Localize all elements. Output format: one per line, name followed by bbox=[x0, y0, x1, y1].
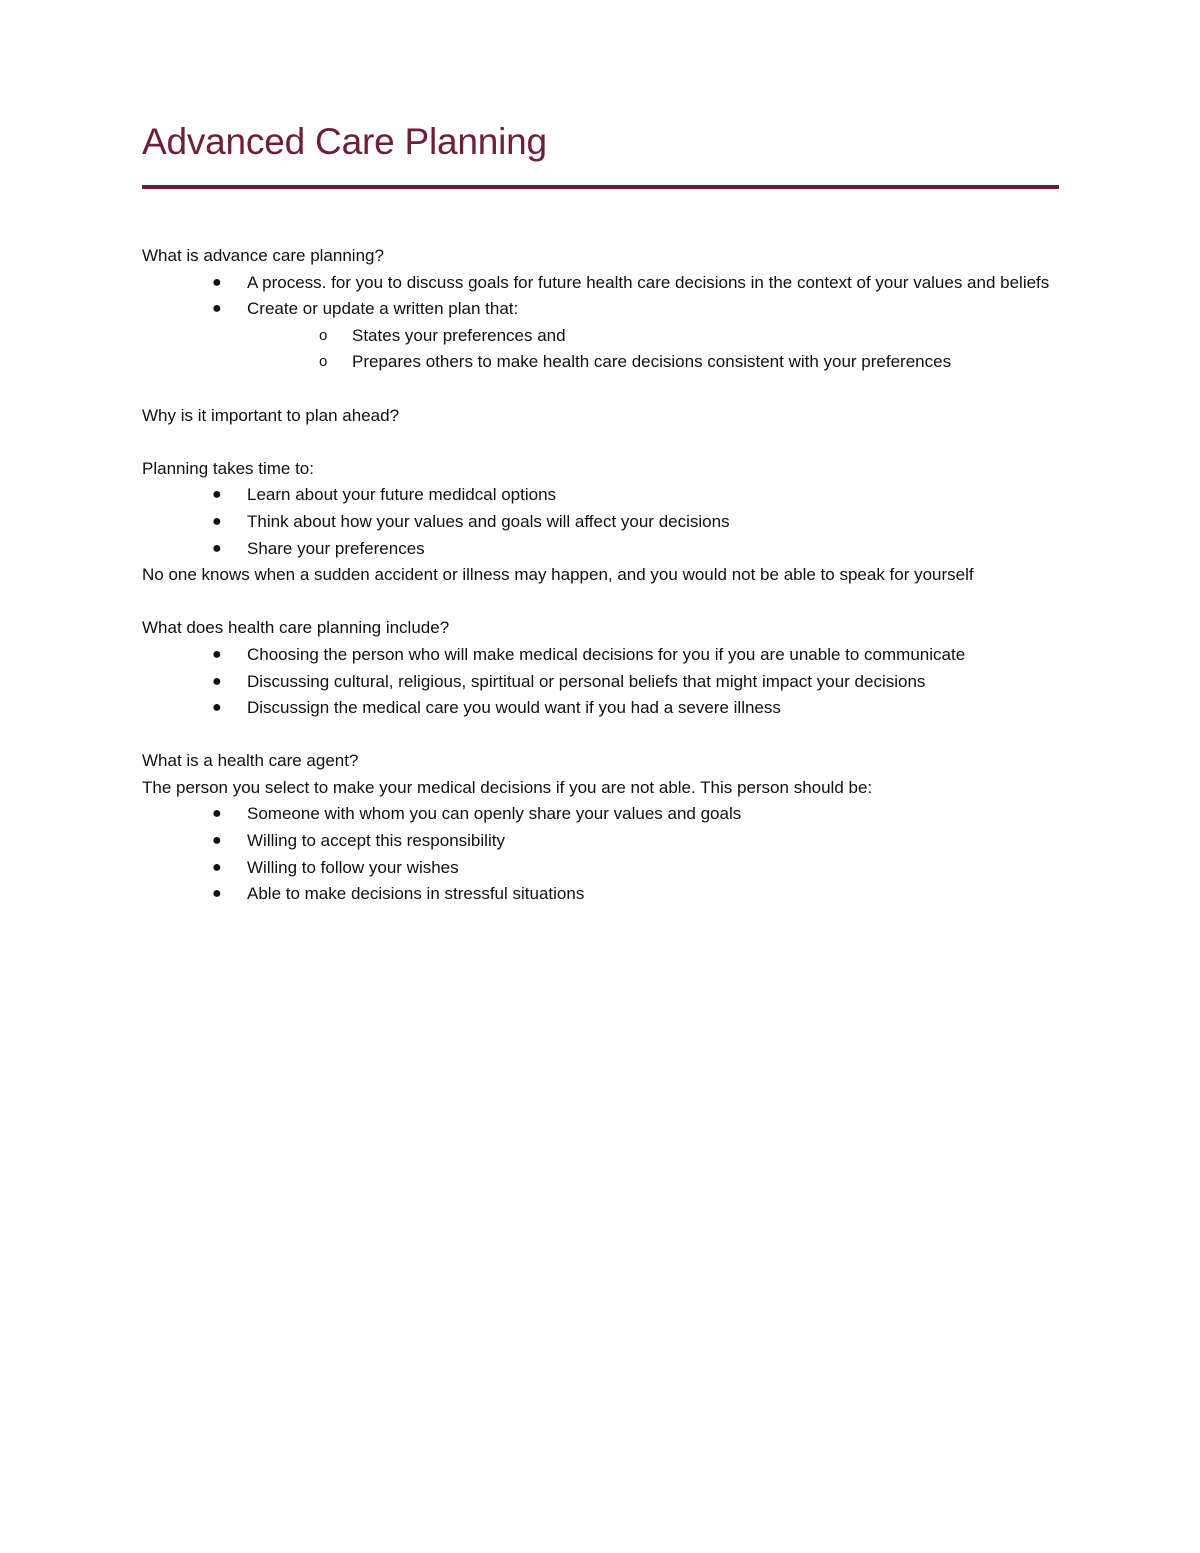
list-item: ● Think about how your values and goals will affect your decisions bbox=[247, 509, 1082, 536]
paragraph: The person you select to make your medical decisions if you are not able. This person should be: bbox=[142, 777, 873, 797]
page-title: Advanced Care Planning bbox=[142, 121, 547, 162]
list-item: ● Learn about your future medidcal options bbox=[247, 482, 1082, 509]
section-heading: What is advance care planning? bbox=[142, 246, 384, 265]
section-heading: Why is it important to plan ahead? bbox=[142, 405, 400, 425]
bullet-list bbox=[142, 482, 1082, 562]
bullet-icon: ● bbox=[212, 832, 222, 850]
bullet-list bbox=[142, 642, 1082, 722]
list-item: ● Share your preferences bbox=[247, 536, 1082, 563]
list-item: ● Choosing the person who will make medical decisions for you if you are unable to communicate bbox=[247, 642, 1082, 669]
list-item: ● Able to make decisions in stressful situations bbox=[247, 881, 1082, 908]
document-body bbox=[142, 243, 1082, 908]
bullet-icon: ● bbox=[212, 273, 222, 291]
section-heading: What is a health care agent? bbox=[142, 751, 359, 771]
bullet-icon: ● bbox=[212, 672, 222, 690]
bullet-icon: ● bbox=[212, 512, 222, 530]
bullet-icon: ● bbox=[212, 699, 222, 717]
bullet-icon: ● bbox=[212, 645, 222, 663]
sub-list-item: o Prepares others to make health care decisions consistent with your preferences bbox=[352, 349, 1082, 376]
list-item: ● Someone with whom you can openly share your values and goals bbox=[247, 801, 1082, 828]
bullet-icon: ● bbox=[212, 885, 222, 903]
list-item: ● Create or update a written plan that: o States your preferences and o Prepares others to make health care decisions consistent with your preferences bbox=[247, 296, 1082, 376]
list-item: ● A process. for you to discuss goals for future health care decisions in the context of your values and beliefs bbox=[247, 270, 1082, 297]
paragraph: No one knows when a sudden accident or illness may happen, and you would not be able to speak for yourself bbox=[142, 565, 974, 585]
section-heading: Planning takes time to: bbox=[142, 458, 314, 478]
title-divider bbox=[142, 185, 1059, 189]
circle-bullet-icon: o bbox=[319, 326, 328, 344]
section-heading: What does health care planning include? bbox=[142, 618, 450, 638]
list-item: ● Discussign the medical care you would want if you had a severe illness bbox=[247, 695, 1082, 722]
bullet-icon: ● bbox=[212, 805, 222, 823]
sub-list-item: o States your preferences and bbox=[352, 323, 1082, 350]
list-item: ● Willing to follow your wishes bbox=[247, 855, 1082, 882]
bullet-icon: ● bbox=[212, 300, 222, 318]
bullet-list bbox=[142, 270, 1082, 376]
bullet-icon: ● bbox=[212, 539, 222, 557]
list-item: ● Willing to accept this responsibility bbox=[247, 828, 1082, 855]
bullet-icon: ● bbox=[212, 486, 222, 504]
bullet-icon: ● bbox=[212, 858, 222, 876]
sub-bullet-list bbox=[247, 323, 1082, 376]
bullet-list bbox=[142, 801, 1082, 907]
list-item: ● Discussing cultural, religious, spirtitual or personal beliefs that might impact your decisions bbox=[247, 669, 1082, 696]
circle-bullet-icon: o bbox=[319, 353, 328, 371]
